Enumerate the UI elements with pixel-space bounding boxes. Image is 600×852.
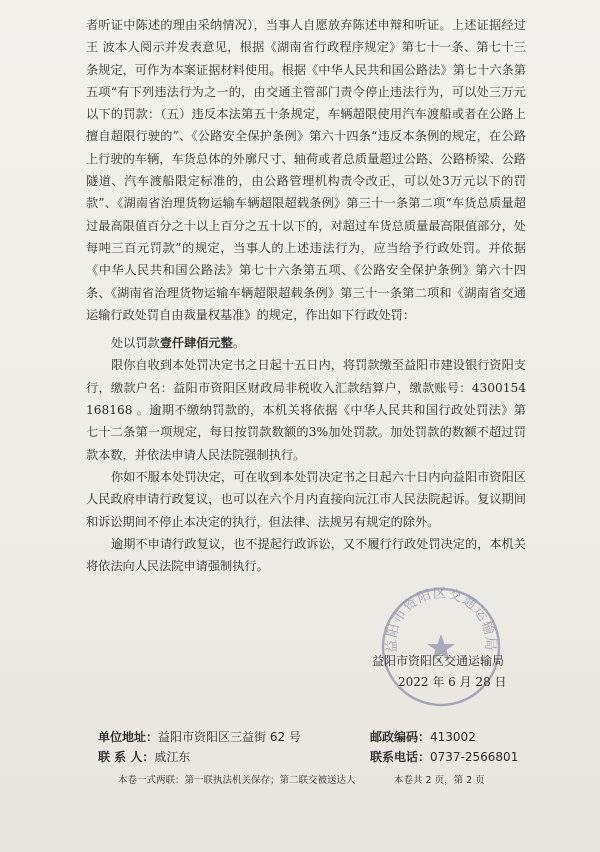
penalty-prefix: 处以罚款 xyxy=(111,336,160,351)
paragraph-legal-basis: 者听证中陈述的理由采纳情况），当事人自愿放弃陈述申辩和听证。上述证据经过王 波本人阅示并发表意见，根据《湖南省行政程序规定》第七十一条、第七十三条规定，可作为本案证据材料使用。根据《中华人民共和国公路法》第七十六条第五项“有下列违法行为之一的，由交通主管部门责令停止违法行为，可以处三万元以下的罚款：（五）违反本法第五十条规定，车辆超限使用汽车渡船或者在公路上擅自超限行驶的”、《公路安全保护条例》第六十四条“违反本条例的规定，在公路上行驶的车辆，车货总体的外廓尺寸、轴荷或者总质量超过公路、公路桥梁、公路隧道、汽车渡船限定标准的，由公路管理机构责令改正，可以处3万元以下的罚款”、《湖南省治理货物运输车辆超限超载条例》第三十一条第二项“车货总质量超过最高限值百分之十以上百分之五十以下的，对超过车货总质量最高限值部分，处每吨三百元罚款”的规定，当事人的上述违法行为，应当给予行政处罚。并依据《中华人民共和国公路法》第七十六条第五项、《公路安全保护条例》第六十四条、《湖南省治理货物运输车辆超限超载条例》第三十一条第二项和《湖南省交通运输行政处罚自由裁量权基准》的规定，作出如下行政处罚： xyxy=(86,18,526,322)
copies-note: 本卷一式两联：第一联执法机关保存；第二联交被送达人 xyxy=(118,775,356,786)
address-field: 单位地址：益阳市资阳区三益街 62 号 xyxy=(98,730,301,744)
issue-date: 2022 年 6 月 28 日 xyxy=(398,675,507,689)
official-seal xyxy=(378,584,504,710)
penalty-amount: 壹仟肆佰元整 xyxy=(159,336,233,351)
seal-text: 益阳市资阳区交通运输局 xyxy=(383,585,499,654)
paragraph-enforcement: 逾期不申请行政复议，也不提起行政诉讼，又不履行行政处罚决定的，本机关将依法向人民法院申请强制执行。 xyxy=(86,536,526,574)
issuing-org: 益阳市资阳区交通运输局 xyxy=(372,654,505,668)
postcode-field: 邮政编码：413002 xyxy=(370,730,476,744)
document-footer xyxy=(98,728,538,768)
page-number: 本卷共 2 页，第 2 页 xyxy=(394,775,485,786)
document-body xyxy=(86,14,526,577)
paragraph-appeal: 你如不服本处罚决定，可在收到本处罚决定书之日起六十日内向益阳市资阳区人民政府申请行政复议，也可以在六个月内直接向沅江市人民法院起诉。复议期间和诉讼期间不停止本决定的执行，但法律、法规另有规定的除外。 xyxy=(86,469,526,529)
paragraph-penalty xyxy=(86,332,526,354)
phone-field: 联系电话：0737-2566801 xyxy=(370,750,519,764)
penalty-suffix: 。 xyxy=(232,336,246,351)
paragraph-payment: 限你自收到本处罚决定书之日起十五日内，将罚款缴至益阳市建设银行资阳支行，缴款户名：益阳市资阳区财政局非税收入汇款结算户，缴款账号：4300154 168168 。逾期不缴纳罚款的，本机关将依据《中华人民共和国行政处罚法》第七十二条第一项规定，每日按罚款数额的3%加处罚款。加处罚款的数额不超过罚款本数，并依法申请人民法院强制执行。 xyxy=(86,358,526,462)
contact-field: 联 系 人：戚江东 xyxy=(98,750,191,764)
